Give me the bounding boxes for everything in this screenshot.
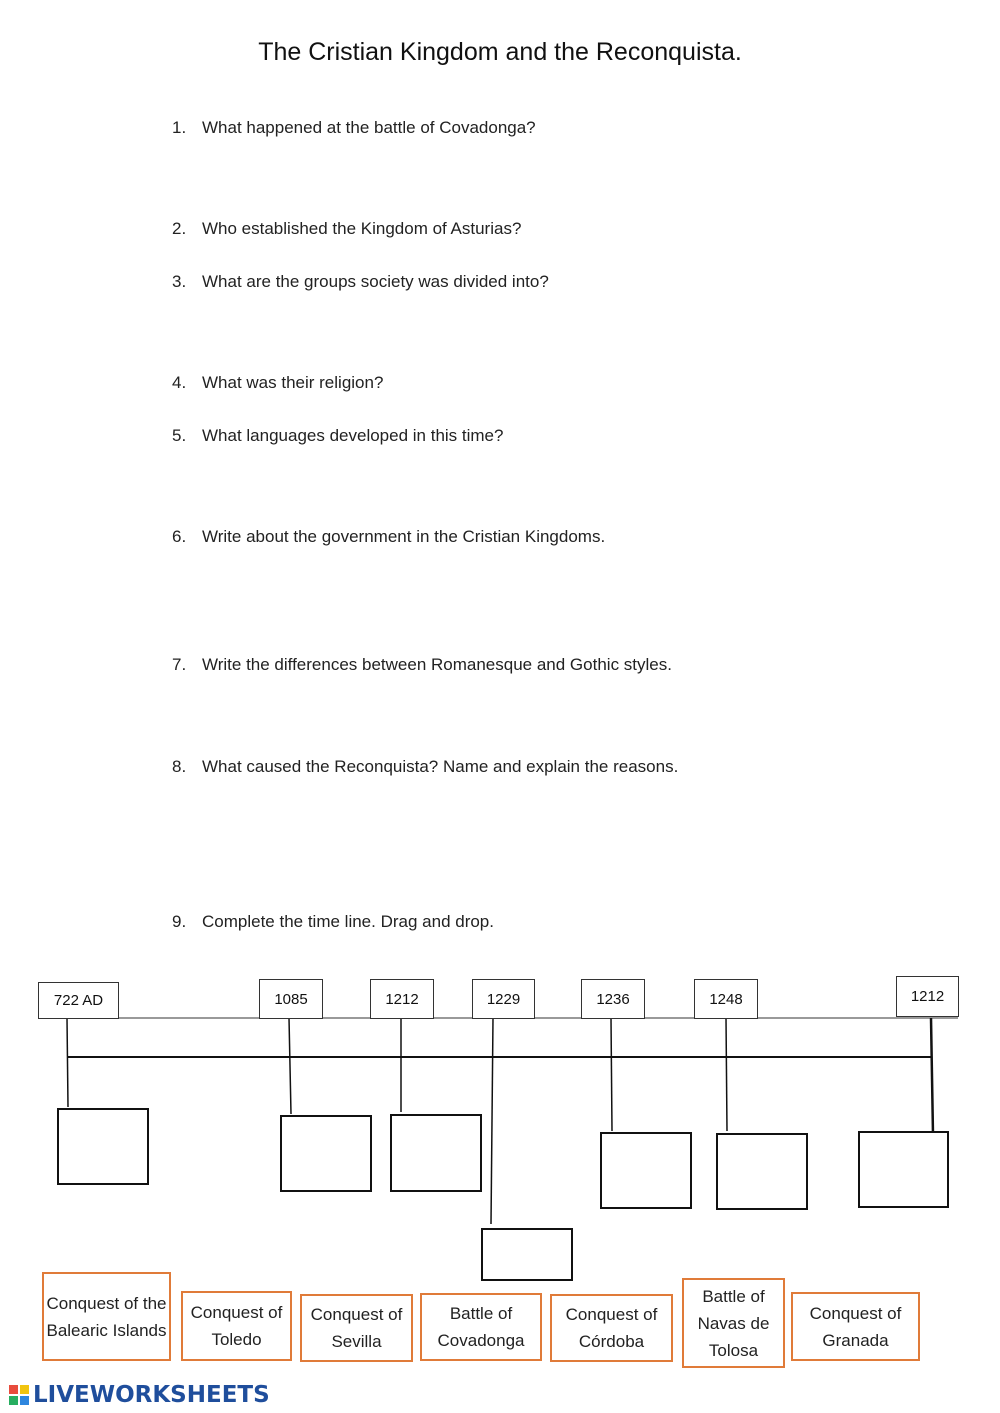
- question-7: 7. Write the differences between Romanesque and Gothic styles.: [172, 655, 672, 674]
- year-box-6: 1248: [694, 979, 758, 1019]
- option-sevilla[interactable]: Conquest of Sevilla: [300, 1294, 413, 1362]
- question-6: 6. Write about the government in the Cristian Kingdoms.: [172, 527, 606, 546]
- page-title: The Cristian Kingdom and the Reconquista.: [258, 38, 742, 66]
- drop-box-4[interactable]: [481, 1228, 573, 1281]
- question-5: 5. What languages developed in this time?: [172, 426, 504, 445]
- option-toledo[interactable]: Conquest of Toledo: [181, 1291, 292, 1361]
- connector-5: [611, 1018, 612, 1131]
- drop-box-7[interactable]: [858, 1131, 949, 1208]
- drop-box-6[interactable]: [716, 1133, 808, 1210]
- question-8: 8. What caused the Reconquista? Name and explain the reasons.: [172, 757, 679, 776]
- logo-text: LIVEWORKSHEETS: [33, 1382, 270, 1408]
- liveworksheets-logo: [8, 1381, 270, 1409]
- option-covadonga[interactable]: Battle of Covadonga: [420, 1293, 542, 1361]
- year-box-7: 1212: [896, 976, 959, 1017]
- option-balearic-islands[interactable]: Conquest of the Balearic Islands: [42, 1272, 171, 1361]
- drop-box-3[interactable]: [390, 1114, 482, 1192]
- option-navas-de-tolosa[interactable]: Battle of Navas de Tolosa: [682, 1278, 785, 1368]
- drop-box-1[interactable]: [57, 1108, 149, 1185]
- drop-box-2[interactable]: [280, 1115, 372, 1192]
- year-box-4: 1229: [472, 979, 535, 1019]
- connector-4: [491, 1018, 493, 1224]
- year-box-2: 1085: [259, 979, 323, 1019]
- logo-grid-icon: [8, 1384, 30, 1406]
- connector-2: [289, 1018, 291, 1114]
- connector-7: [931, 1018, 933, 1135]
- question-1: 1. What happened at the battle of Covadonga?: [172, 118, 536, 137]
- connector-1: [67, 1018, 68, 1107]
- year-box-5: 1236: [581, 979, 645, 1019]
- question-4: 4. What was their religion?: [172, 373, 384, 392]
- connector-6: [726, 1018, 727, 1131]
- year-box-1: 722 AD: [38, 982, 119, 1019]
- question-3: 3. What are the groups society was divided into?: [172, 272, 549, 291]
- option-granada[interactable]: Conquest of Granada: [791, 1292, 920, 1361]
- option-cordoba[interactable]: Conquest of Córdoba: [550, 1294, 673, 1362]
- question-2: 2. Who established the Kingdom of Asturias?: [172, 219, 522, 238]
- question-9: 9. Complete the time line. Drag and drop.: [172, 912, 494, 931]
- drop-box-5[interactable]: [600, 1132, 692, 1209]
- year-box-3: 1212: [370, 979, 434, 1019]
